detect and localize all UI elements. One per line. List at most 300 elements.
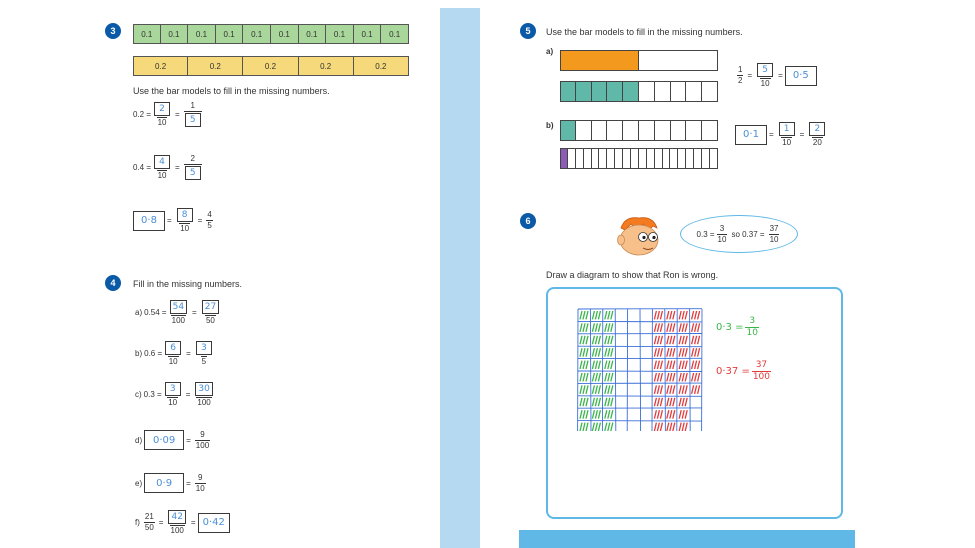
hatch-mark [586, 423, 588, 431]
hatch-mark [698, 361, 700, 369]
bar-segment [655, 120, 671, 141]
grid-line [665, 309, 666, 431]
hatch-mark [598, 423, 600, 431]
q5b-equation [735, 122, 828, 147]
hatch-mark [595, 348, 597, 356]
fraction [164, 341, 182, 366]
question-number-4: 4 [105, 275, 121, 291]
bar-segment [607, 81, 623, 102]
hatch-mark [608, 373, 610, 381]
speech-lead: 0.3 = [696, 229, 715, 239]
denominator: 50 [205, 316, 215, 325]
hatch-mark [592, 385, 594, 393]
bar-segment [686, 120, 702, 141]
answer-box[interactable]: 2 [154, 102, 170, 116]
hatch-mark [692, 311, 694, 319]
hatch-mark [682, 311, 684, 319]
hatch-mark [667, 385, 669, 393]
hatch-mark [592, 398, 594, 406]
fraction [737, 66, 743, 85]
hatch-mark [598, 385, 600, 393]
hatch-mark [611, 348, 613, 356]
answer-box[interactable]: 3 [165, 382, 181, 396]
numerator: 37 [769, 223, 779, 233]
hatch-mark [692, 348, 694, 356]
bar-cell: 0.1 [216, 24, 244, 44]
answer-box[interactable]: 27 [202, 300, 219, 314]
hatch-mark [685, 348, 687, 356]
hatch-mark [657, 398, 659, 406]
hatch-mark [605, 336, 607, 344]
answer-box[interactable]: 0·1 [735, 125, 767, 145]
numerator: 2 [190, 154, 195, 163]
hatch-mark [685, 385, 687, 393]
hatch-mark [660, 398, 662, 406]
hatch-mark [682, 336, 684, 344]
page-footer-band [519, 530, 855, 548]
denominator: 10 [769, 234, 779, 244]
hatch-mark [605, 410, 607, 418]
tenths-shaded-bar [560, 81, 718, 102]
q5-instruction: Use the bar models to fill in the missing numbers. [546, 27, 743, 37]
hatch-mark [583, 423, 585, 431]
hatch-mark [605, 348, 607, 356]
hatch-mark [605, 385, 607, 393]
hatch-mark [660, 361, 662, 369]
hatch-mark [657, 410, 659, 418]
answer-box[interactable]: 5 [757, 63, 773, 77]
fraction [169, 300, 188, 325]
hatch-mark [586, 311, 588, 319]
hatch-mark [580, 348, 582, 356]
hatch-mark [654, 336, 656, 344]
hatch-mark [580, 311, 582, 319]
hatch-mark [586, 373, 588, 381]
hatch-mark [654, 410, 656, 418]
hatch-mark [679, 336, 681, 344]
hatch-mark [670, 348, 672, 356]
hatch-mark [608, 311, 610, 319]
bar-segment [639, 81, 655, 102]
hatch-mark [605, 423, 607, 431]
equals-sign: = [158, 518, 164, 527]
fraction [195, 474, 206, 493]
bar-segment [615, 148, 623, 169]
equation-lead: 0.2 = [133, 110, 152, 119]
hatch-mark [667, 323, 669, 331]
q6-instruction: Draw a diagram to show that Ron is wrong. [546, 270, 719, 280]
hatch-mark [592, 373, 594, 381]
hatch-mark [673, 336, 675, 344]
grid-line [640, 309, 641, 431]
q4-row-e [133, 473, 208, 493]
equals-sign: = [799, 130, 805, 139]
answer-box[interactable]: 0·5 [785, 66, 817, 86]
answer-box[interactable]: 30 [195, 382, 212, 396]
hatch-mark [670, 385, 672, 393]
hatch-mark [654, 423, 656, 431]
denominator: 10 [782, 138, 792, 147]
hatch-mark [679, 361, 681, 369]
denominator: 5 [201, 357, 207, 366]
item-label: a) [135, 308, 143, 317]
item-label: c) [135, 390, 142, 399]
hatch-mark [611, 311, 613, 319]
hatch-mark [611, 398, 613, 406]
bar-cell: 0.2 [299, 56, 354, 76]
hatch-mark [611, 361, 613, 369]
hatch-mark [698, 336, 700, 344]
hatch-mark [679, 410, 681, 418]
bar-segment [678, 148, 686, 169]
hatch-mark [654, 311, 656, 319]
denominator: 5 [207, 221, 212, 230]
hatch-mark [580, 423, 582, 431]
answer-box[interactable]: 0·8 [133, 211, 165, 231]
hatch-mark [595, 398, 597, 406]
hatch-mark [611, 323, 613, 331]
bar-segment [670, 148, 678, 169]
equals-sign: = [186, 478, 191, 488]
hatch-mark [682, 373, 684, 381]
numerator: 3 [749, 316, 756, 326]
hatch-mark [685, 361, 687, 369]
hatch-mark [580, 323, 582, 331]
numerator: 4 [207, 210, 212, 219]
hatch-mark [586, 348, 588, 356]
hatch-mark [654, 323, 656, 331]
hatch-mark [685, 323, 687, 331]
equals-sign: = [769, 130, 774, 139]
item-label: e) [135, 478, 143, 488]
fraction [184, 102, 202, 127]
ron-character-icon [613, 214, 663, 258]
denominator: 10 [760, 79, 770, 88]
hatch-mark [695, 385, 697, 393]
speech-bubble [680, 215, 798, 253]
answer-box[interactable]: 3 [196, 341, 212, 355]
question-number-6: 6 [520, 213, 536, 229]
denominator: 20 [812, 138, 822, 147]
hatch-mark [592, 410, 594, 418]
answer-box[interactable]: 42 [168, 510, 185, 524]
answer-box[interactable]: 54 [170, 300, 187, 314]
numerator: 37 [755, 360, 768, 370]
denominator: 100 [171, 316, 185, 325]
hatch-mark [580, 410, 582, 418]
bar-cell: 0.1 [133, 24, 161, 44]
hatch-mark [592, 336, 594, 344]
q5a-equation [735, 63, 817, 88]
hatch-mark [679, 385, 681, 393]
answer-drawing-panel[interactable] [546, 287, 843, 519]
hatch-mark [605, 311, 607, 319]
part-label-b: b) [546, 121, 554, 130]
bar-segment [576, 148, 584, 169]
hatch-mark [611, 373, 613, 381]
answer-box[interactable]: 0·42 [198, 513, 230, 533]
hatch-mark [608, 361, 610, 369]
bar-segment [702, 120, 718, 141]
equals-sign: = [190, 518, 196, 527]
grid-line [578, 371, 702, 372]
hatch-mark [679, 311, 681, 319]
fraction [194, 382, 213, 407]
bar-cell: 0.1 [161, 24, 189, 44]
fraction [752, 361, 771, 382]
equation-lead: 0.4 = [133, 163, 152, 172]
fraction [184, 155, 202, 180]
hatch-mark [595, 311, 597, 319]
hatch-mark [660, 336, 662, 344]
hatch-mark [595, 410, 597, 418]
hatch-mark [657, 311, 659, 319]
hatch-mark [692, 373, 694, 381]
answer-box[interactable]: 8 [177, 208, 193, 222]
hatch-mark [670, 311, 672, 319]
bar-segment [671, 120, 687, 141]
hatch-mark [598, 361, 600, 369]
bar-segment [592, 81, 608, 102]
hatch-mark [595, 336, 597, 344]
hatch-mark [660, 385, 662, 393]
bar-segment [623, 120, 639, 141]
hatch-mark [695, 348, 697, 356]
hatch-mark [673, 323, 675, 331]
denominator: 10 [717, 234, 727, 244]
hatch-mark [598, 373, 600, 381]
hatch-mark [605, 373, 607, 381]
numerator: 1 [738, 65, 743, 74]
hatch-mark [673, 373, 675, 381]
hatch-mark [698, 385, 700, 393]
hatch-mark [583, 385, 585, 393]
fraction [769, 225, 780, 244]
equals-sign: = [185, 390, 191, 399]
bar-segment [623, 81, 639, 102]
note-lead: 0·37 = [716, 366, 750, 377]
equals-sign: = [197, 216, 203, 225]
bar-segment [576, 120, 592, 141]
hatch-mark [580, 361, 582, 369]
bar-segment [599, 148, 607, 169]
bar-segment [639, 120, 655, 141]
answer-box[interactable]: 2 [809, 122, 825, 136]
hatch-mark [608, 336, 610, 344]
hatch-mark [695, 373, 697, 381]
hatch-mark [580, 385, 582, 393]
numerator: 1 [190, 101, 195, 110]
q4-instruction: Fill in the missing numbers. [133, 279, 243, 289]
bar-cell: 0.2 [188, 56, 243, 76]
numerator: 9 [200, 429, 205, 439]
bar-cell: 0.2 [133, 56, 188, 76]
q4-row-c [133, 382, 216, 407]
hatch-mark [660, 373, 662, 381]
answer-box[interactable]: 0·9 [144, 473, 184, 493]
hatch-mark [673, 311, 675, 319]
hatch-mark [592, 423, 594, 431]
hatch-mark [698, 348, 700, 356]
bar-segment [560, 120, 576, 141]
hatch-mark [682, 323, 684, 331]
bar-segment [655, 81, 671, 102]
item-label: f) [135, 518, 140, 527]
hatch-mark [595, 361, 597, 369]
hatch-mark [586, 323, 588, 331]
hatch-mark [670, 323, 672, 331]
bar-cell: 0.1 [188, 24, 216, 44]
denominator: 2 [738, 76, 743, 85]
fraction [195, 431, 210, 450]
hatch-mark [595, 385, 597, 393]
hatch-mark [580, 336, 582, 344]
hatch-mark [586, 336, 588, 344]
bar-cell: 0.1 [326, 24, 354, 44]
hatch-mark [583, 361, 585, 369]
fraction [167, 510, 186, 535]
hatch-mark [654, 348, 656, 356]
hatch-mark [657, 323, 659, 331]
hatch-mark [685, 373, 687, 381]
shaded-half [561, 51, 639, 70]
hatch-mark [654, 385, 656, 393]
hatch-mark [670, 423, 672, 431]
bar-segment [584, 148, 592, 169]
hatch-mark [667, 361, 669, 369]
fraction [717, 225, 728, 244]
hatch-mark [673, 410, 675, 418]
hatch-mark [605, 323, 607, 331]
hatch-mark [608, 410, 610, 418]
answer-box[interactable]: 5 [185, 113, 201, 127]
hatch-mark [592, 348, 594, 356]
hatch-mark [608, 323, 610, 331]
hatch-mark [657, 373, 659, 381]
bar-segment [686, 81, 702, 102]
tenths-bar-one-shaded [560, 120, 718, 141]
hatch-mark [673, 423, 675, 431]
grid-line [578, 421, 702, 422]
bar-segment [702, 148, 710, 169]
hatch-mark [598, 336, 600, 344]
hatch-mark [660, 348, 662, 356]
hatch-mark [583, 348, 585, 356]
answer-box[interactable]: 6 [165, 341, 181, 355]
denominator: 10 [180, 224, 190, 233]
hatch-mark [657, 348, 659, 356]
hatch-mark [598, 311, 600, 319]
fraction [176, 208, 194, 233]
hatch-mark [660, 311, 662, 319]
bar-segment [576, 81, 592, 102]
hatch-mark [580, 398, 582, 406]
bar-segment [623, 148, 631, 169]
hatch-mark [657, 385, 659, 393]
hatch-mark [667, 373, 669, 381]
hatch-mark [667, 423, 669, 431]
hatch-mark [682, 348, 684, 356]
hatch-mark [679, 423, 681, 431]
hatch-mark [685, 398, 687, 406]
hatch-mark [667, 348, 669, 356]
hatch-mark [595, 373, 597, 381]
item-label: b) [135, 349, 143, 358]
bar-segment [560, 81, 576, 102]
bar-segment [671, 81, 687, 102]
bar-segment [702, 81, 718, 102]
numerator: 9 [198, 472, 203, 482]
fraction [745, 317, 758, 338]
hatch-mark [598, 348, 600, 356]
hatch-mark [611, 410, 613, 418]
equals-sign: = [186, 349, 191, 358]
hatch-mark [695, 361, 697, 369]
answer-box[interactable]: 5 [185, 166, 201, 180]
bar-segment [592, 120, 608, 141]
hatch-mark [657, 423, 659, 431]
hatch-mark [679, 373, 681, 381]
equals-sign: = [747, 71, 753, 80]
hatch-mark [595, 423, 597, 431]
equals-sign: = [167, 216, 172, 225]
fraction [206, 211, 212, 230]
hatch-mark [592, 323, 594, 331]
bar-cell: 0.1 [354, 24, 382, 44]
fraction [808, 122, 826, 147]
hatch-mark [670, 336, 672, 344]
hatch-mark [657, 361, 659, 369]
hatch-mark [692, 361, 694, 369]
equation-lead: 0.6 = [144, 349, 163, 358]
bar-cell: 0.2 [354, 56, 409, 76]
denominator: 100 [195, 440, 210, 450]
hatch-mark [580, 373, 582, 381]
hatch-mark [660, 323, 662, 331]
hatch-mark [586, 410, 588, 418]
answer-box[interactable]: 4 [154, 155, 170, 169]
hatch-mark [608, 423, 610, 431]
hatch-mark [583, 373, 585, 381]
answer-box[interactable]: 1 [779, 122, 795, 136]
hatch-mark [670, 373, 672, 381]
hatch-mark [695, 336, 697, 344]
halves-bar-model [560, 50, 718, 71]
hatch-mark [654, 398, 656, 406]
q3-row-2 [133, 155, 204, 180]
equals-sign: = [175, 110, 180, 119]
fraction [195, 341, 213, 366]
hatch-mark [592, 311, 594, 319]
hatch-mark [692, 336, 694, 344]
numerator: 21 [144, 512, 154, 521]
denominator: 10 [195, 483, 205, 493]
hatch-mark [654, 373, 656, 381]
tenths-bar-model [133, 24, 409, 44]
q3-instruction: Use the bar models to fill in the missing numbers. [133, 86, 330, 96]
fraction [153, 155, 171, 180]
hatch-mark [592, 361, 594, 369]
hatch-mark [611, 423, 613, 431]
hatch-mark [685, 423, 687, 431]
hatch-mark [673, 385, 675, 393]
answer-box[interactable]: 0·09 [144, 430, 184, 450]
speech-mid: so 0.37 = [731, 229, 765, 239]
hatch-mark [583, 311, 585, 319]
hatch-mark [698, 311, 700, 319]
hatch-mark [679, 323, 681, 331]
bar-cell: 0.1 [381, 24, 409, 44]
